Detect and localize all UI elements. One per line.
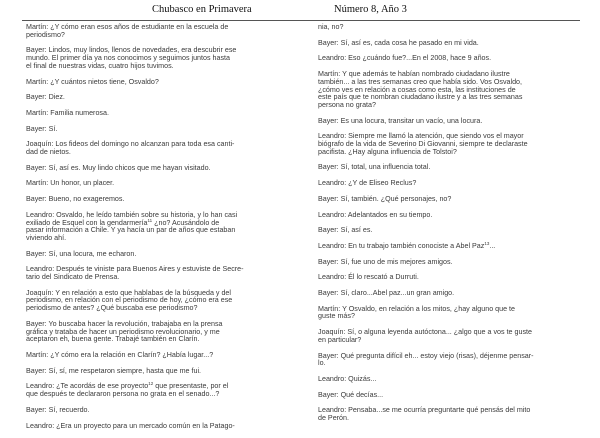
dialogue-paragraph: Bayer: Lindos, muy lindos, llenos de novedades, era descubrir ese mundo. El primer día ya nos conocimos y seguimos juntos hasta el final de nuestras vidas, cuatro hijos tuvimos. <box>26 46 237 70</box>
footnote-marker: 13 <box>484 240 490 246</box>
dialogue-paragraph: Martín: ¿Y cómo era la relación en Clarín? ¿Había lugar...? <box>26 350 214 359</box>
dialogue-paragraph: Martín: Un honor, un placer. <box>26 179 115 188</box>
dialogue-paragraph: Leandro: ¿Y de Eliseo Reclus? <box>318 179 417 188</box>
dialogue-paragraph: Leandro: ¿Te acordás de ese proyecto$^{12}$ que presentaste, por el que después te declararon persona no grata en el senado...? <box>26 381 229 399</box>
footnote-marker: 12 <box>148 381 154 387</box>
dialogue-paragraph: Bayer: Bueno, no exageremos. <box>26 195 125 204</box>
dialogue-paragraph: Joaquín: Y en relación a esto que hablabas de la búsqueda y del periodismo, en relación con el periodismo de hoy, ¿cómo era ese periodismo de antes? ¿Qué buscaba ese periodismo? <box>26 288 233 313</box>
dialogue-paragraph: Bayer: Qué decías... <box>318 390 384 399</box>
running-header <box>0 4 600 18</box>
dialogue-paragraph: Bayer: Sí, fue uno de mis mejores amigos. <box>318 257 453 266</box>
dialogue-paragraph: Bayer: Yo buscaba hacer la revolución, trabajaba en la prensa gráfica y trataba de hacer un periodismo revolucionario, y me aceptaron eh, buena gente. Trabajé también en Clarín. <box>26 319 223 344</box>
publication-title: Chubasco en Primavera <box>152 4 252 15</box>
dialogue-paragraph: Leandro: ¿Era un proyecto para un mercado común en la Patago- <box>26 421 235 430</box>
dialogue-paragraph: Bayer: Es una locura, transitar un vacío, una locura. <box>318 116 483 125</box>
dialogue-paragraph: Joaquín: Sí, o alguna leyenda autóctona... ¿algo que a vos te guste en particular? <box>318 328 532 344</box>
dialogue-paragraph: Bayer: Sí, claro...Abel paz...un gran amigo. <box>318 289 455 298</box>
dialogue-paragraph: Leandro: En tu trabajo también conociste a Abel Paz$^{13}$... <box>318 240 496 250</box>
dialogue-paragraph: Bayer: Sí. <box>26 124 58 133</box>
dialogue-paragraph: Bayer: Sí, también. ¿Qué personajes, no? <box>318 194 452 203</box>
footnote-marker: 11 <box>147 217 153 223</box>
dialogue-paragraph: Bayer: Sí, recuerdo. <box>26 405 90 414</box>
dialogue-paragraph: Bayer: Sí, total, una influencia total. <box>318 163 431 172</box>
dialogue-paragraph: Bayer: Sí, así es, cada cosa he pasado en mi vida. <box>318 38 479 47</box>
dialogue-paragraph: Martín: Y Osvaldo, en relación a los mitos, ¿hay alguno que te guste más? <box>318 304 516 321</box>
dialogue-paragraph: Bayer: Sí, una locura, me echaron. <box>26 249 137 258</box>
dialogue-paragraph: Leandro: Siempre me llamó la atención, que siendo vos el mayor biógrafo de la vida de Severino Di Giovanni, siempre te declaraste pacifista. ¿Hay alguna influencia de Tolstoi? <box>318 132 528 156</box>
dialogue-paragraph: Joaquín: Los fideos del domingo no alcanzan para toda esa canti- dad de nietos. <box>26 140 235 157</box>
dialogue-paragraph: Martín: Y que además te habían nombrado ciudadano ilustre también... a las tres semanas creo que había sido. Vos Osvaldo, ¿cómo ves en relación a cosas como esta, las instituciones de este país que te nombran ciudadano ilustre y a las tres semanas persona no grata? <box>318 70 523 109</box>
issue-number: Número 8, Año 3 <box>334 4 407 15</box>
dialogue-paragraph: Martín: Familia numerosa. <box>26 108 109 117</box>
dialogue-paragraph: Bayer: Qué pregunta difícil eh... estoy viejo (risas), déjenme pensar- lo. <box>318 351 534 368</box>
left-column <box>26 24 276 438</box>
dialogue-paragraph: Leandro: Después te viniste para Buenos Aires y estuviste de Secre- tario del Sindicato de Prensa. <box>26 265 244 282</box>
dialogue-paragraph: Bayer: Sí, así es. Muy lindo chicos que me hayan visitado. <box>26 163 211 172</box>
dialogue-paragraph: nia, no? <box>318 23 344 31</box>
dialogue-paragraph: Bayer: Sí, sí, me respetaron siempre, hasta que me fui. <box>26 366 202 375</box>
dialogue-paragraph: Bayer: Diez. <box>26 93 65 102</box>
dialogue-paragraph: Martín: ¿Y cómo eran esos años de estudiante en la escuela de periodismo? <box>26 23 229 39</box>
dialogue-paragraph: Bayer: Sí, así es. <box>318 226 373 235</box>
dialogue-paragraph: Leandro: Pensaba...se me ocurría preguntarte qué pensás del mito de Perón. <box>318 406 531 423</box>
right-column <box>318 24 580 431</box>
dialogue-paragraph: Leandro: Eso ¿cuándo fue?...En el 2008, hace 9 años. <box>318 54 492 63</box>
dialogue-paragraph: Leandro: Él lo rescató a Durruti. <box>318 273 419 282</box>
dialogue-paragraph: Martín: ¿Y cuántos nietos tiene, Osvaldo? <box>26 77 159 86</box>
dialogue-paragraph: Leandro: Adelantados en su tiempo. <box>318 210 433 219</box>
header-rule <box>22 20 580 21</box>
dialogue-paragraph: Leandro: Osvaldo, he leído también sobre su historia, y lo han casi exiliado de Esquel con la gendarmería$^{11}$ ¿no? Acusándolo de pasar información a Chile. Y ya hacía un par de años que estaban viviendo ahí. <box>26 210 238 242</box>
dialogue-paragraph: Leandro: Quizás... <box>318 374 377 383</box>
